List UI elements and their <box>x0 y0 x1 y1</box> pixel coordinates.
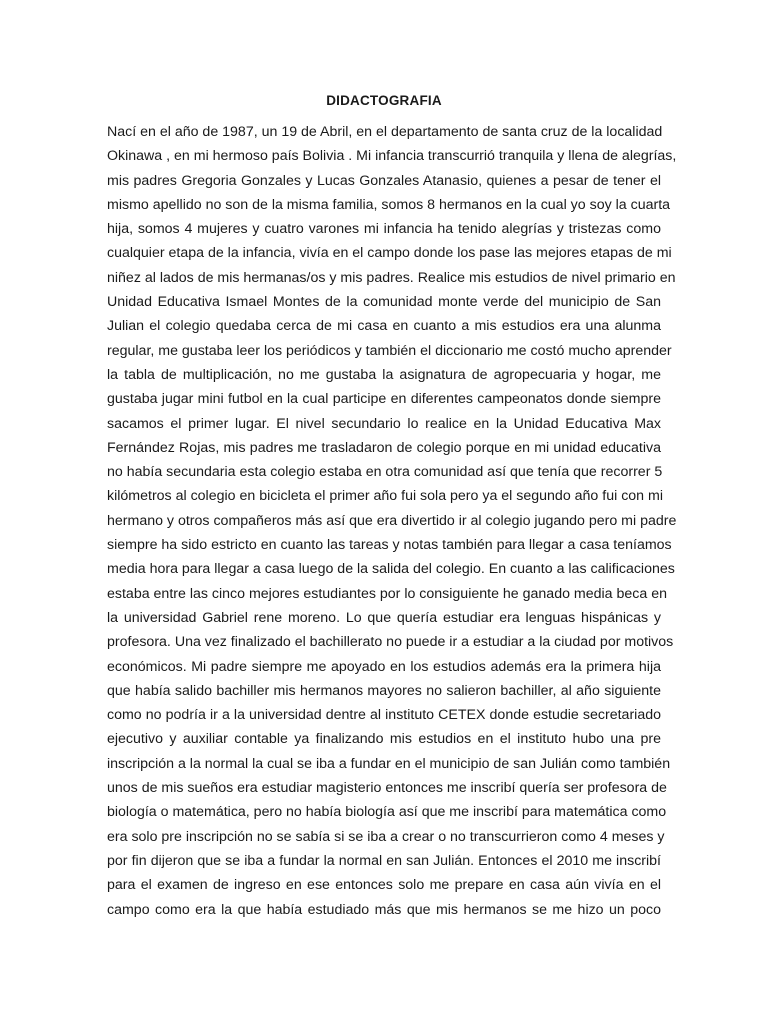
text-line: sacamos el primer lugar. El nivel secundario lo realice en la Unidad Educativa Max <box>107 415 661 432</box>
text-line: niñez al lados de mis hermanas/os y mis padres. Realice mis estudios de nivel primario en <box>107 269 676 286</box>
text-line: mismo apellido no son de la misma familia, somos 8 hermanos en la cual yo soy la cuarta <box>107 196 671 213</box>
text-line: por fin dijeron que se iba a fundar la normal en san Julián. Entonces el 2010 me inscribí <box>107 852 661 869</box>
text-line: regular, me gustaba leer los periódicos y también el diccionario me costó mucho aprender <box>107 342 672 359</box>
document-body <box>107 120 677 922</box>
text-line: Nací en el año de 1987, un 19 de Abril, en el departamento de santa cruz de la localidad <box>107 124 663 140</box>
text-line: Okinawa , en mi hermoso país Bolivia . Mi infancia transcurrió tranquila y llena de alegrías, <box>107 148 677 165</box>
text-line: ejecutivo y auxiliar contable ya finalizando mis estudios en el instituto hubo una pre <box>107 731 661 748</box>
text-line: que había salido bachiller mis hermanos mayores no salieron bachiller, al año siguiente <box>107 682 661 699</box>
document-title: DIDACTOGRAFIA <box>326 93 442 108</box>
text-line: hija, somos 4 mujeres y cuatro varones mi infancia ha tenido alegrías y tristezas como <box>107 221 661 238</box>
text-line: la universidad Gabriel rene moreno. Lo que quería estudiar era lenguas hispánicas y <box>107 609 661 626</box>
text-line: económicos. Mi padre siempre me apoyado en los estudios además era la primera hija <box>107 658 661 675</box>
text-line: mis padres Gregoria Gonzales y Lucas Gonzales Atanasio, quienes a pesar de tener el <box>107 172 661 189</box>
text-line: unos de mis sueños era estudiar magisterio entonces me inscribí quería ser profesora de <box>107 780 667 797</box>
text-line: estaba entre las cinco mejores estudiantes por lo consiguiente he ganado media beca en <box>107 585 667 602</box>
text-line: kilómetros al colegio en bicicleta el primer año fui sola pero ya el segundo año fui con mi <box>107 488 663 505</box>
text-line: la tabla de multiplicación, no me gustaba la asignatura de agropecuaria y hogar, me <box>107 366 661 383</box>
text-line: Unidad Educativa Ismael Montes de la comunidad monte verde del municipio de San <box>107 294 661 311</box>
text-line: biología o matemática, pero no había biología así que me inscribí para matemática como <box>107 804 667 821</box>
text-line: profesora. Una vez finalizado el bachillerato no puede ir a estudiar a la ciudad por motivos <box>107 634 674 651</box>
text-line: no había secundaria esta colegio estaba en otra comunidad así que tenía que recorrer 5 <box>107 464 663 481</box>
text-line: era solo pre inscripción no se sabía si se iba a crear o no transcurrieron como 4 meses y <box>107 828 665 845</box>
text-line: campo como era la que había estudiado más que mis hermanos se me hizo un poco <box>107 901 661 918</box>
text-line: siempre ha sido estricto en cuanto las tareas y notas también para llegar a casa teníamos <box>107 537 672 554</box>
text-line: hermano y otros compañeros más así que era divertido ir al colegio jugando pero mi padre <box>107 512 677 529</box>
text-line: para el examen de ingreso en ese entonces solo me prepare en casa aún vivía en el <box>107 877 661 894</box>
text-line: cualquier etapa de la infancia, vivía en el campo donde los pase las mejores etapas de mi <box>107 245 672 262</box>
text-line: como no podría ir a la universidad dentre al instituto CETEX donde estudie secretariado <box>107 707 661 724</box>
text-line: Julian el colegio quedaba cerca de mi casa en cuanto a mis estudios era una alunma <box>107 318 661 335</box>
text-line: gustaba jugar mini futbol en la cual participe en diferentes campeonatos donde siempre <box>107 391 661 408</box>
text-line: media hora para llegar a casa luego de la salida del colegio. En cuanto a las calificaciones <box>107 561 675 578</box>
text-line: Fernández Rojas, mis padres me trasladaron de colegio porque en mi unidad educativa <box>107 439 661 456</box>
text-line: inscripción a la normal la cual se iba a fundar en el municipio de san Julián como también <box>107 755 671 772</box>
